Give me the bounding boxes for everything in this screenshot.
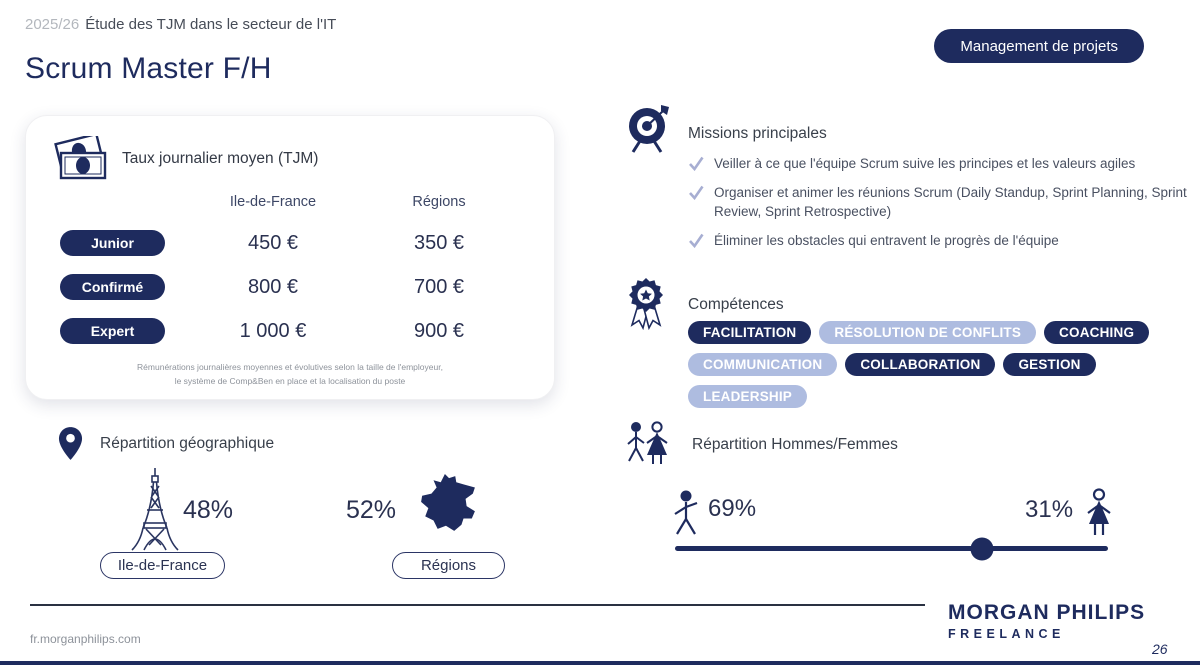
tjm-footnote-line2: le système de Comp&Ben en place et la localisation du poste [174,375,406,386]
man-stick-icon [673,490,699,536]
tjm-value-confirme-idf: 800 € [247,275,299,298]
men-percent: 69% [708,495,757,522]
tjm-footnote-line1: Rémunérations journalières moyennes et évolutives selon la taille de l'employeur, [137,362,443,372]
footer-divider [30,604,925,606]
brand-name: MORGAN PHILIPS [948,601,1146,624]
geo-idf-percent: 48% [183,496,234,524]
check-icon [688,156,704,171]
level-pill-junior: Junior [60,230,165,256]
man-woman-icon [626,420,670,466]
competences-title: Compétences [688,296,784,313]
tjm-value-junior-idf: 450 € [247,231,299,254]
eyebrow-year: 2025/26 [25,16,80,33]
tjm-value-expert-regions: 900 € [413,319,465,342]
mission-text: Organiser et animer les réunions Scrum (Daily Standup, Sprint Planning, Sprint Review, Sprint Retrospective) [714,184,1187,219]
skill-badge: COMMUNICATION [688,353,837,376]
missions-title: Missions principales [688,125,827,142]
eyebrow-text: Étude des TJM dans le secteur de l'IT [85,16,337,33]
footer-website-link[interactable]: fr.morganphilips.com [30,632,141,646]
money-icon [50,136,108,182]
women-percent: 31% [1025,496,1074,523]
skill-badge: COLLABORATION [845,353,995,376]
missions-list [688,155,1200,251]
gender-section [620,418,1180,588]
tjm-card-header [50,136,318,182]
skill-badge: LEADERSHIP [688,385,807,408]
geo-idf-label: Ile-de-France [100,552,225,579]
target-icon [623,103,671,155]
gender-slider-knob[interactable] [971,537,994,560]
tjm-col-idf: Ile-de-France [229,194,317,210]
eiffel-tower-icon [130,466,180,558]
check-icon [688,233,704,248]
tjm-card-title: Taux journalier moyen (TJM) [122,150,319,167]
brand-subname: FREELANCE [948,627,1065,641]
category-button[interactable]: Management de projets [934,29,1144,63]
tjm-value-expert-idf: 1 000 € [239,319,307,342]
level-pill-confirme: Confirmé [60,274,165,300]
geo-section [25,418,595,593]
geo-regions-label: Régions [392,552,505,579]
geo-title: Répartition géographique [100,434,275,452]
eyebrow [25,16,336,33]
mission-item [688,155,1200,174]
skill-badge: GESTION [1003,353,1095,376]
mission-item [688,232,1200,251]
brand-logo [948,601,1145,641]
award-ribbon-icon [623,275,669,331]
geo-regions-percent: 52% [346,496,397,524]
skill-badge: COACHING [1044,321,1149,344]
skill-badge: RÉSOLUTION DE CONFLITS [819,321,1036,344]
tjm-card [25,115,555,400]
france-map-icon [420,474,476,534]
page-title: Scrum Master F/H [25,52,272,85]
gender-slider-track[interactable] [675,546,1108,551]
tjm-table [60,194,522,344]
mission-text: Éliminer les obstacles qui entravent le progrès de l'équipe [714,232,1059,248]
tjm-value-junior-regions: 350 € [413,231,465,254]
map-pin-icon [58,426,83,461]
tjm-value-confirme-regions: 700 € [413,275,465,298]
skill-badge: FACILITATION [688,321,811,344]
tjm-footnote [26,361,554,388]
tjm-col-regions: Régions [412,194,466,210]
page-number: 26 [1152,641,1168,657]
geo-header [58,426,274,461]
competences-badges [688,321,1158,408]
check-icon [688,185,704,200]
woman-stick-icon [1085,488,1113,538]
level-pill-expert: Expert [60,318,165,344]
mission-text: Veiller à ce que l'équipe Scrum suive les principes et les valeurs agiles [714,156,1136,171]
gender-title: Répartition Hommes/Femmes [692,436,898,453]
mission-item [688,184,1200,222]
bottom-accent-bar [0,661,1200,665]
